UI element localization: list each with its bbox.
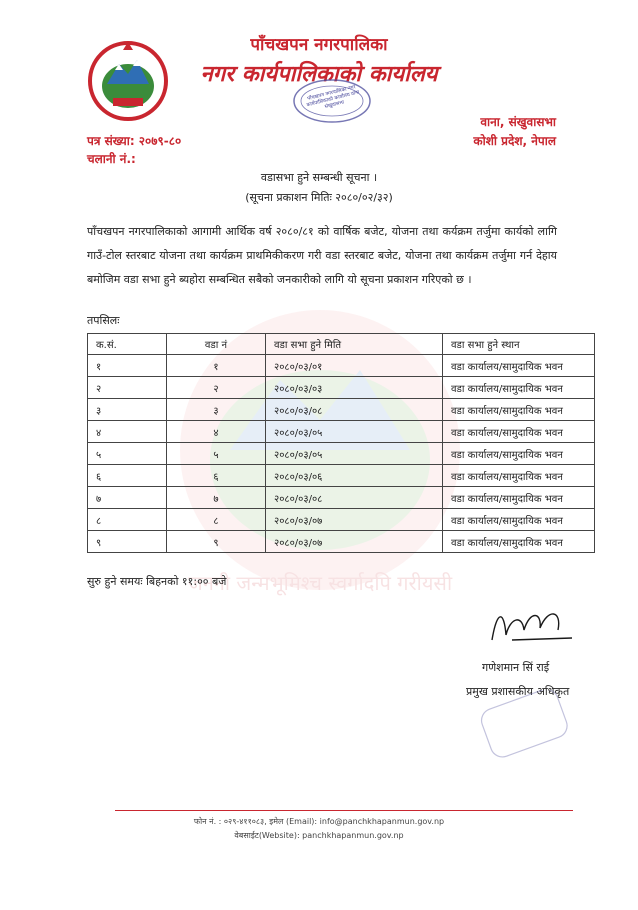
serial-cell: ७ — [88, 487, 167, 509]
venue-cell: वडा कार्यालय/सामुदायिक भवन — [443, 421, 595, 443]
date-cell: २०८०/०३/०८ — [266, 399, 443, 421]
venue-cell: वडा कार्यालय/सामुदायिक भवन — [443, 377, 595, 399]
municipality-name: पाँचखपन नगरपालिका — [250, 35, 388, 55]
ward-cell: १ — [167, 355, 266, 377]
ward-cell: ४ — [167, 421, 266, 443]
signatory-name: गणेशमान सिं राई — [482, 661, 550, 674]
ward-cell: ७ — [167, 487, 266, 509]
date-cell: २०८०/०३/०५ — [266, 443, 443, 465]
notice-publish-date: (सूचना प्रकाशन मितिः २०८०/०२/३२) — [245, 191, 393, 204]
serial-cell: ६ — [88, 465, 167, 487]
venue-cell: वडा कार्यालय/सामुदायिक भवन — [443, 487, 595, 509]
watermark-motto: जननी जन्मभूमिश्च स्वर्गादपि गरीयसी — [187, 571, 453, 595]
date-cell: २०८०/०३/०५ — [266, 421, 443, 443]
footer-website: वेबसाईट(Website): panchkhapanmun.gov.np — [234, 831, 404, 840]
col-date: वडा सभा हुने मिति — [266, 334, 443, 355]
venue-cell: वडा कार्यालय/सामुदायिक भवन — [443, 465, 595, 487]
ward-cell: ३ — [167, 399, 266, 421]
office-name: नगर कार्यपालिकाको कार्यालय — [200, 62, 438, 87]
address-line-1: वाना, संखुवासभा — [480, 115, 556, 129]
serial-cell: ५ — [88, 443, 167, 465]
date-cell: २०८०/०३/०७ — [266, 531, 443, 553]
table-row — [88, 443, 595, 465]
date-cell: २०८०/०३/०८ — [266, 487, 443, 509]
table-header-row — [88, 334, 595, 355]
serial-cell: ८ — [88, 509, 167, 531]
table-row — [88, 465, 595, 487]
dispatch-number: चलानी नं.: — [87, 152, 136, 166]
venue-cell: वडा कार्यालय/सामुदायिक भवन — [443, 531, 595, 553]
col-ward: वडा नं — [167, 334, 266, 355]
footer-divider — [115, 810, 573, 811]
table-row — [88, 531, 595, 553]
col-venue: वडा सभा हुने स्थान — [443, 334, 595, 355]
table-row — [88, 421, 595, 443]
ward-cell: २ — [167, 377, 266, 399]
serial-cell: ९ — [88, 531, 167, 553]
venue-cell: वडा कार्यालय/सामुदायिक भवन — [443, 443, 595, 465]
table-row — [88, 509, 595, 531]
ward-cell: ५ — [167, 443, 266, 465]
serial-cell: २ — [88, 377, 167, 399]
footer-contact: फोन नं. : ०२९-४११०८३, इमेल (Email): info@panchkhapanmun.gov.np — [193, 817, 445, 826]
venue-cell: वडा कार्यालय/सामुदायिक भवन — [443, 399, 595, 421]
venue-cell: वडा कार्यालय/सामुदायिक भवन — [443, 355, 595, 377]
table-row — [88, 355, 595, 377]
ward-cell: ८ — [167, 509, 266, 531]
signature-mark — [482, 600, 582, 650]
notice-subject: वडासभा हुने सम्बन्धी सूचना । — [260, 171, 378, 184]
serial-cell: ३ — [88, 399, 167, 421]
official-seal-icon — [480, 690, 570, 760]
date-cell: २०८०/०३/०१ — [266, 355, 443, 377]
start-time: सुरु हुने समयः बिहनको ११:०० बजे — [87, 575, 227, 588]
table-row — [88, 377, 595, 399]
date-cell: २०८०/०३/०६ — [266, 465, 443, 487]
col-serial: क.सं. — [88, 334, 167, 355]
ward-assembly-table — [87, 333, 595, 553]
address-line-2: कोशी प्रदेश, नेपाल — [473, 134, 556, 148]
venue-cell: वडा कार्यालय/सामुदायिक भवन — [443, 509, 595, 531]
ward-cell: ६ — [167, 465, 266, 487]
details-label: तपसिलः — [87, 314, 120, 327]
table-row — [88, 399, 595, 421]
signatory-title: प्रमुख प्रशासकीय अधिकृत — [466, 685, 570, 698]
office-stamp-text: पाँचखपन नगरपालिका नगर कार्यपालिकाको कार्यालय वाना संखुवासभा — [306, 84, 360, 111]
date-cell: २०८०/०३/०७ — [266, 509, 443, 531]
table-row — [88, 487, 595, 509]
serial-cell: ४ — [88, 421, 167, 443]
serial-cell: १ — [88, 355, 167, 377]
date-cell: २०८०/०३/०३ — [266, 377, 443, 399]
reference-number: पत्र संख्या: २०७९-८० — [87, 134, 182, 148]
notice-body: पाँचखपन नगरपालिकाको आगामी आर्थिक वर्ष २०८०/८१ को वार्षिक बजेट, योजना तथा कर्यक्रम तर्जुमा कार्यको लागि गाउँ-टोल स्तरबाट योजना तथा कार्यक्रम प्राथमिकीकरण गरी वडा स्तरबाट बजेट, योजना तथा कार्यक्रम तर्जुमा गर्न देहाय बमोजिम वडा सभा हुने ब्यहोरा सम्बन्धित सबैको जनकारीको लागि यो सूचना प्रकाशन गरिएको छ । — [87, 225, 557, 286]
ward-cell: ९ — [167, 531, 266, 553]
